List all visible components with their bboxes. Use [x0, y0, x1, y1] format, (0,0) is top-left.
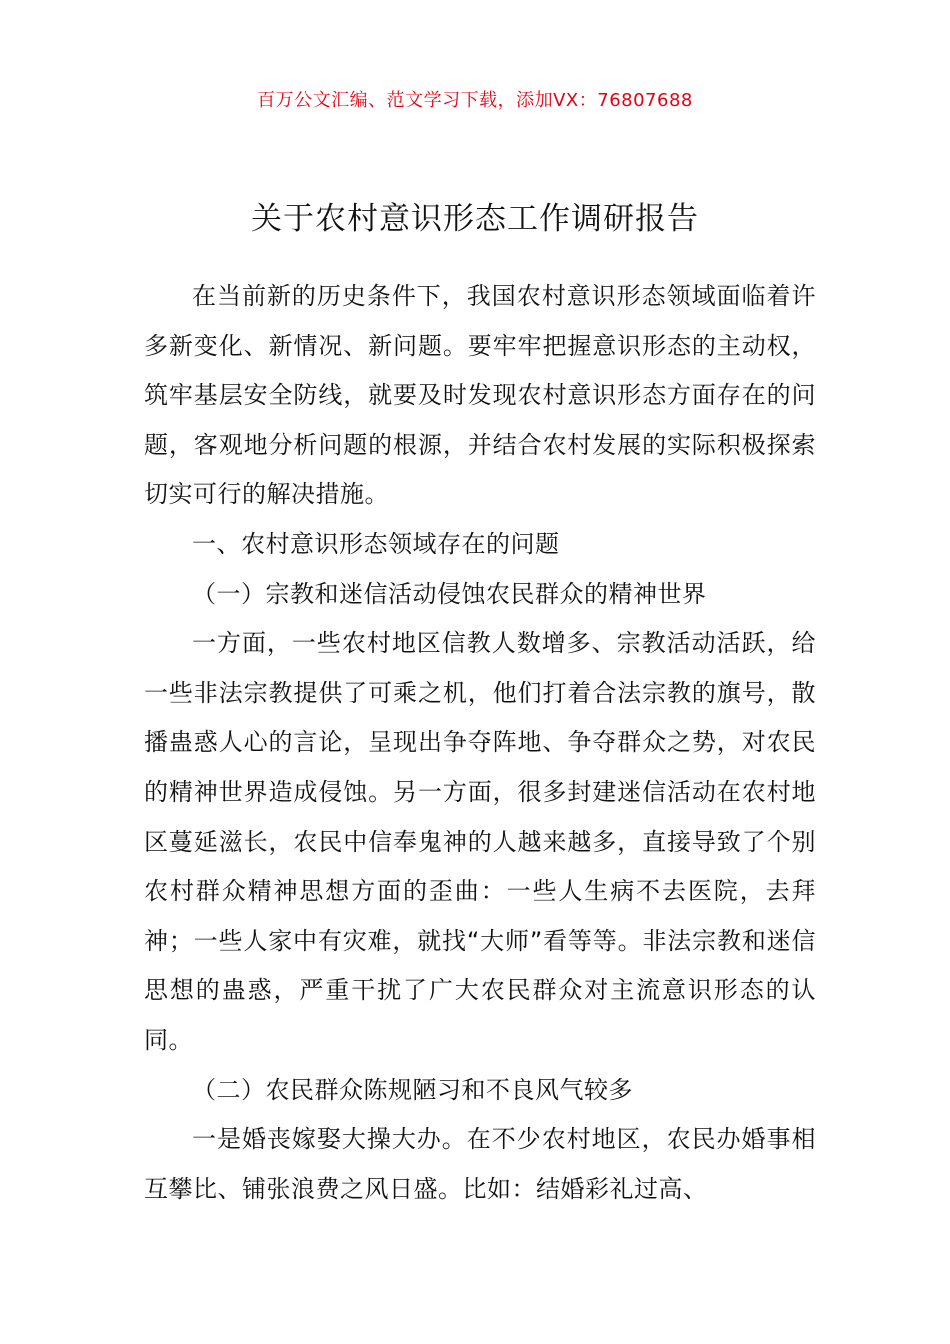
- subsection-heading-1: （一）宗教和迷信活动侵蚀农民群众的精神世界: [192, 579, 707, 608]
- subsection-heading-2: （二）农民群众陈规陋习和不良风气较多: [192, 1075, 633, 1104]
- header-watermark-note: 百万公文汇编、范文学习下载，添加VX：76807688: [257, 90, 693, 111]
- paragraph-intro: 在当前新的历史条件下，我国农村意识形态领域面临着许多新变化、新情况、新问题。要牢牢把握意识形态的主动权，筑牢基层安全防线，就要及时发现农村意识形态方面存在的问题，客观地分析问题的根源，并结合农村发展的实际积极探索切实可行的解决措施。: [144, 282, 816, 509]
- section-heading-1: 一、农村意识形态领域存在的问题: [192, 529, 560, 558]
- document-title: 关于农村意识形态工作调研报告: [251, 200, 699, 237]
- document-body: [144, 272, 816, 1214]
- paragraph-subsection-2: 一是婚丧嫁娶大操大办。在不少农村地区，农民办婚事相互攀比、铺张浪费之风日盛。比如：结婚彩礼过高、: [144, 1125, 816, 1203]
- paragraph-subsection-1: 一方面，一些农村地区信教人数增多、宗教活动活跃，给一些非法宗教提供了可乘之机，他们打着合法宗教的旗号，散播蛊惑人心的言论，呈现出争夺阵地、争夺群众之势，对农民的精神世界造成侵蚀。另一方面，很多封建迷信活动在农村地区蔓延滋长，农民中信奉鬼神的人越来越多，直接导致了个别农村群众精神思想方面的歪曲：一些人生病不去医院，去拜神；一些人家中有灾难，就找“大师”看等等。非法宗教和迷信思想的蛊惑，严重干扰了广大农民群众对主流意识形态的认同。: [144, 629, 816, 1054]
